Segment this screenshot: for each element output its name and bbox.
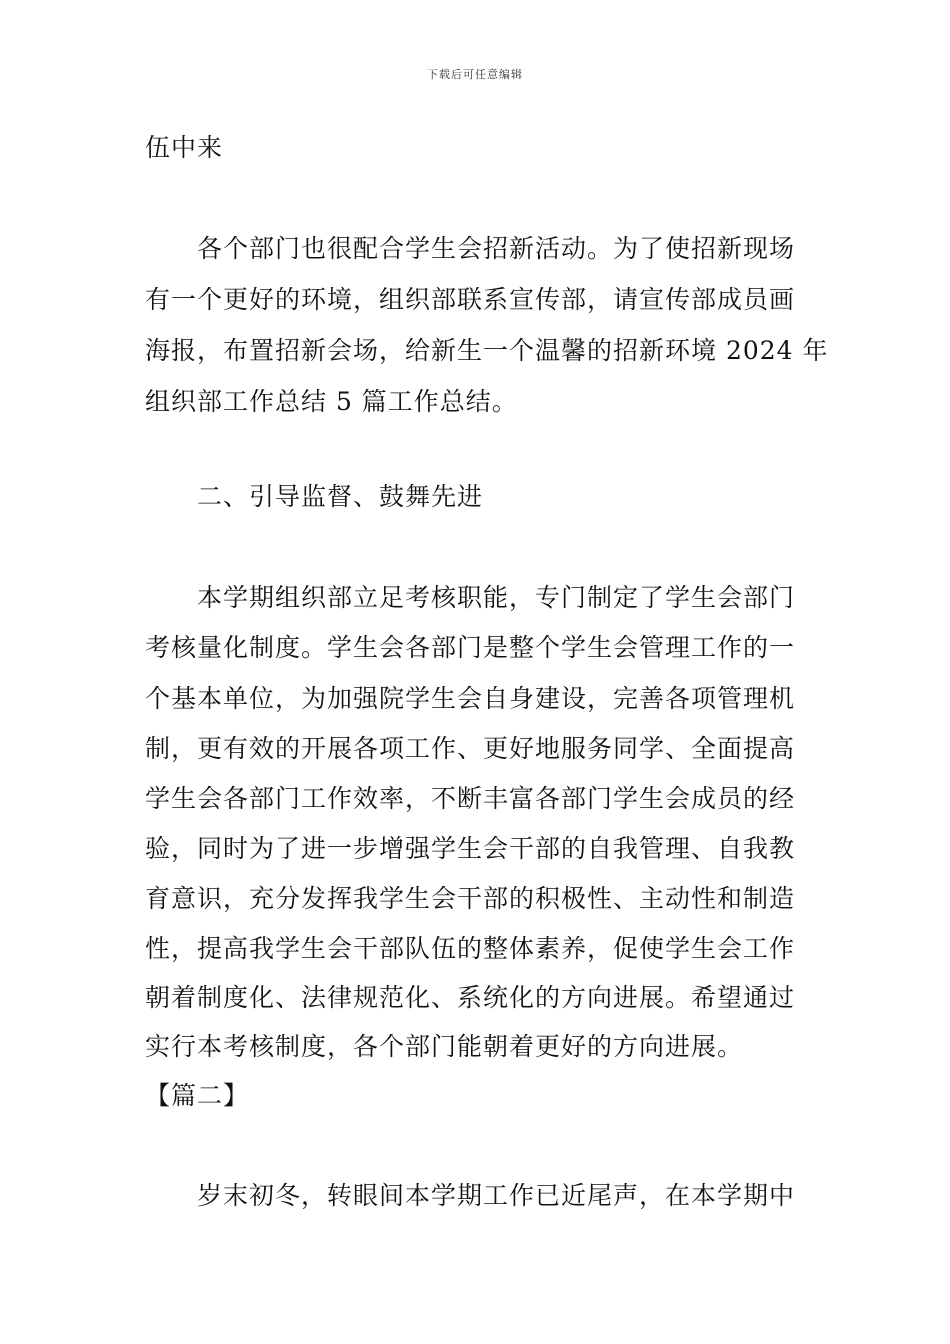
text-line: 实行本考核制度，各个部门能朝着更好的方向进展。 [145,1032,744,1061]
text-line: 海报，布置招新会场，给新生一个温馨的招新环境 2024 年 [145,336,829,365]
text-line: 朝着制度化、法律规范化、系统化的方向进展。希望通过 [145,983,796,1012]
text-line: 考核量化制度。学生会各部门是整个学生会管理工作的一 [145,633,796,662]
text-line: 有一个更好的环境，组织部联系宣传部，请宣传部成员画 [145,285,796,314]
text-line: 本学期组织部立足考核职能，专门制定了学生会部门 [197,583,796,612]
text-line: 伍中来 [145,133,224,162]
text-line: 制，更有效的开展各项工作、更好地服务同学、全面提高 [145,734,796,763]
text-line: 验，同时为了进一步增强学生会干部的自我管理、自我教 [145,834,796,863]
section-heading: 二、引导监督、鼓舞先进 [197,482,484,511]
text-line: 学生会各部门工作效率，不断丰富各部门学生会成员的经 [145,784,796,813]
section-label: 【篇二】 [145,1081,250,1110]
text-line: 个基本单位，为加强院学生会自身建设，完善各项管理机 [145,684,796,713]
text-line: 组织部工作总结 5 篇工作总结。 [145,387,518,416]
text-line: 各个部门也很配合学生会招新活动。为了使招新现场 [197,234,796,263]
page-header-note: 下载后可任意编辑 [427,68,523,81]
text-line: 岁末初冬，转眼间本学期工作已近尾声，在本学期中 [197,1181,796,1210]
text-line: 性，提高我学生会干部队伍的整体素养，促使学生会工作 [145,934,796,963]
text-line: 育意识，充分发挥我学生会干部的积极性、主动性和制造 [145,884,796,913]
